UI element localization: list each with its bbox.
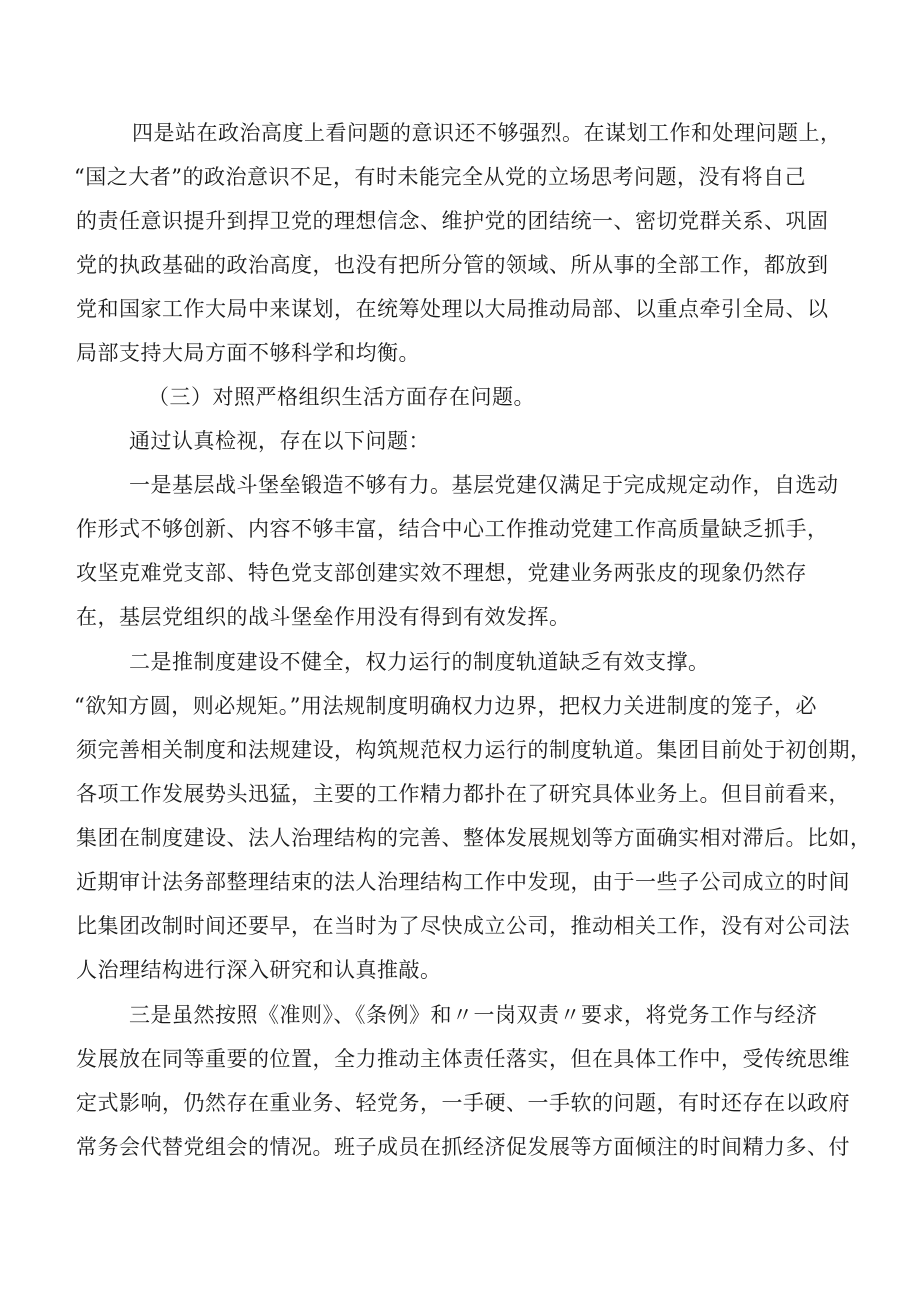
text-line: 攻坚克难党支部、特色党支部创建实效不理想，党建业务两张皮的现象仍然存 xyxy=(76,561,807,585)
text-line: 党和国家工作大局中来谋划，在统筹处理以大局推动局部、以重点牵引全局、以 xyxy=(76,297,829,321)
text-line: 定式影响，仍然存在重业务、轻党务，一手硬、一手软的问题，有时还存在以政府 xyxy=(76,1091,850,1115)
text-line: 须完善相关制度和法规建设，构筑规范权力运行的制度轨道。集团目前处于初创期， xyxy=(76,738,872,762)
text-line: 二是推制度建设不健全，权力运行的制度轨道缺乏有效支撑。 xyxy=(129,650,710,674)
text-line: 集团在制度建设、法人治理结构的完善、整体发展规划等方面确实相对滞后。比如， xyxy=(76,826,872,850)
text-line: 发展放在同等重要的位置，全力推动主体责任落实，但在具体工作中，受传统思维 xyxy=(76,1047,850,1071)
text-line: 局部支持大局方面不够科学和均衡。 xyxy=(76,341,420,365)
text-line: 党的执政基础的政治高度，也没有把所分管的领域、所从事的全部工作，都放到 xyxy=(76,253,829,277)
section-heading: （三）对照严格组织生活方面存在问题。 xyxy=(148,385,535,409)
text-line: 常务会代替党组会的情况。班子成员在抓经济促发展等方面倾注的时间精力多、付 xyxy=(76,1135,850,1159)
text-line: 通过认真检视，存在以下问题： xyxy=(129,429,430,453)
text-line: 比集团改制时间还要早，在当时为了尽快成立公司，推动相关工作，没有对公司法 xyxy=(76,914,850,938)
text-line: 近期审计法务部整理结束的法人治理结构工作中发现，由于一些子公司成立的时间 xyxy=(76,870,850,894)
text-line: 在，基层党组织的战斗堡垒作用没有得到有效发挥。 xyxy=(76,605,571,629)
text-line: “欲知方圆，则必规矩。”用法规制度明确权力边界，把权力关进制度的笼子，必 xyxy=(74,694,817,718)
text-line: 各项工作发展势头迅猛，主要的工作精力都扑在了研究具体业务上。但目前看来， xyxy=(76,782,850,806)
text-line: 一是基层战斗堡垒锻造不够有力。基层党建仅满足于完成规定动作，自选动 xyxy=(129,473,839,497)
text-line: 的责任意识提升到捍卫党的理想信念、维护党的团结统一、密切党群关系、巩固 xyxy=(76,209,829,233)
text-line: 三是虽然按照《准则》、《条例》和〃一岗双责〃要求，将党务工作与经济 xyxy=(129,1003,818,1027)
text-line: 四是站在政治高度上看问题的意识还不够强烈。在谋划工作和处理问题上， xyxy=(132,121,842,145)
text-line: “国之大者”的政治意识不足，有时未能完全从党的立场思考问题，没有将自己 xyxy=(74,165,806,189)
text-line: 作形式不够创新、内容不够丰富，结合中心工作推动党建工作高质量缺乏抓手， xyxy=(76,517,829,541)
text-line: 人治理结构进行深入研究和认真推敲。 xyxy=(76,958,442,982)
